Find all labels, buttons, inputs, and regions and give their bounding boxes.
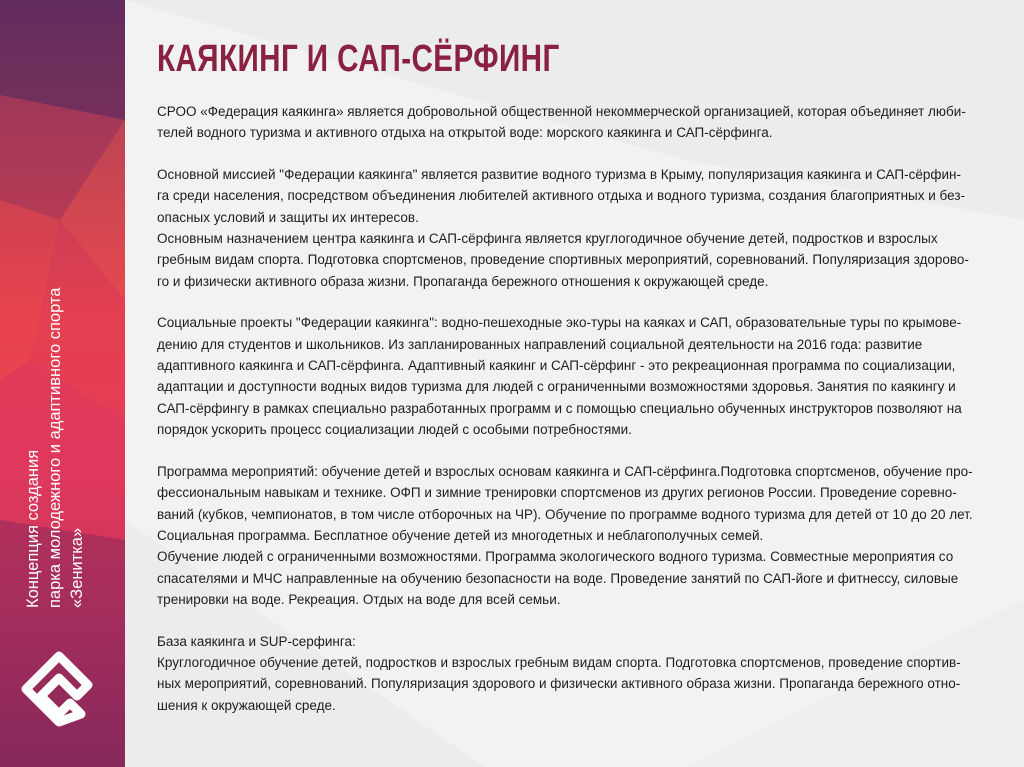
text-line: СРОО «Федерация каякинга» является добровольной общественной некоммерческой организацией, которая объединяет люби- (157, 104, 966, 119)
sidebar-caption-line-2: парка молодежного и адаптивного спорта (46, 287, 64, 608)
text-line: дению для студентов и школьников. Из запланированных направлений социальной деятельности на 2016 года: развитие (157, 336, 923, 352)
text-line: опасных условий и защиты их интересов. (157, 209, 419, 225)
sidebar-caption-line-3: «Зенитка» (68, 527, 86, 608)
main-text (157, 101, 979, 736)
paragraph (157, 164, 979, 228)
text-line: Социальные проекты "Федерации каякинга": водно-пешеходные эко-туры на каяках и САП, образовательные туры по крымове- (157, 315, 962, 331)
text-line: адаптивного каякинга и САП-сёрфинга. Адаптивный каякинг и САП-сёрфинг - это рекреационная программа по социализации, (157, 358, 956, 374)
paragraph (157, 228, 979, 292)
sidebar (0, 0, 125, 767)
paragraph (157, 101, 979, 144)
text-line: Программа мероприятий: обучение детей и взрослых основам каякинга и САП-сёрфинга.Подготовка спортсменов, обучение про- (157, 463, 973, 479)
text-line: спасателями и МЧС направленные на обучению безопасности на воде. Проведение занятий по САП-йоге и фитнессу, силовые (157, 570, 959, 586)
text-line: ваний (кубков, чемпионатов, в том числе отборочных на ЧР). Обучение по программе водного туризма для детей от 10 до 20 лет. (157, 506, 973, 522)
text-line: САП-сёрфингу в рамках специально разработанных программ и с помощью специально обученных инструкторов позволяют на (157, 400, 962, 416)
text-line: го и физически активного образа жизни. Пропаганда бережного отношения к окружающей среде. (157, 273, 769, 289)
sidebar-caption (22, 248, 88, 608)
text-line: адаптации и доступности водных видов туризма для людей с ограниченными возможностями здоровья. Занятия по каякингу и (157, 379, 956, 395)
text-line: тренировки на воде. Рекреация. Отдых на воде для всей семьи. (157, 592, 561, 608)
paragraph (157, 461, 979, 611)
text-line: порядок ускорить процесс социализации людей с особыми потребностями. (157, 422, 632, 438)
text-line: Основной миссией "Федерации каякинга" является развитие водного туризма в Крыму, популяризация каякинга и САП-сёрфин- (157, 166, 961, 182)
text-line: Основным назначением центра каякинга и САП-сёрфинга является круглогодичное обучение детей, подростков и взрослых (157, 231, 938, 247)
page-title: КАЯКИНГ И САП-СЁРФИНГ (157, 38, 560, 80)
text-line: ных мероприятий, соревнований. Популяризация здорового и физически активного образа жизни. Пропаганда бережного отно- (157, 676, 961, 692)
paragraph (157, 312, 979, 440)
text-line: га среди населения, посредством объединения любителей активного отдыха и водного туризма, создания благоприятных и без- (157, 188, 966, 204)
paragraph (157, 631, 979, 717)
text-line: фессиональным навыкам и технике. ОФП и зимние тренировки спортсменов из других регионов России. Проведение соревно- (157, 485, 957, 501)
zenitka-logo-icon (20, 650, 98, 728)
text-line: Обучение людей с ограниченными возможностями. Программа экологического водного туризма. Совместные мероприятия со (157, 549, 954, 565)
text-line: телей водного туризма и активного отдыха на открытой воде: морского каякинга и САП-сёрфинга. (157, 125, 773, 141)
text-line: База каякинга и SUP-серфинга: (157, 633, 356, 649)
text-line: Круглогодичное обучение детей, подростков и взрослых гребным видам спорта. Подготовка спортсменов, проведение спортив- (157, 654, 961, 670)
text-line: шения к окружающей среде. (157, 697, 336, 713)
text-line: Социальная программа. Бесплатное обучение детей из многодетных и неблагополучных семей. (157, 527, 764, 543)
sidebar-caption-line-1: Концепция создания (24, 449, 42, 608)
text-line: гребным видам спорта. Подготовка спортсменов, проведение спортивных мероприятий, соревнований. Популяризация здорово- (157, 252, 969, 268)
